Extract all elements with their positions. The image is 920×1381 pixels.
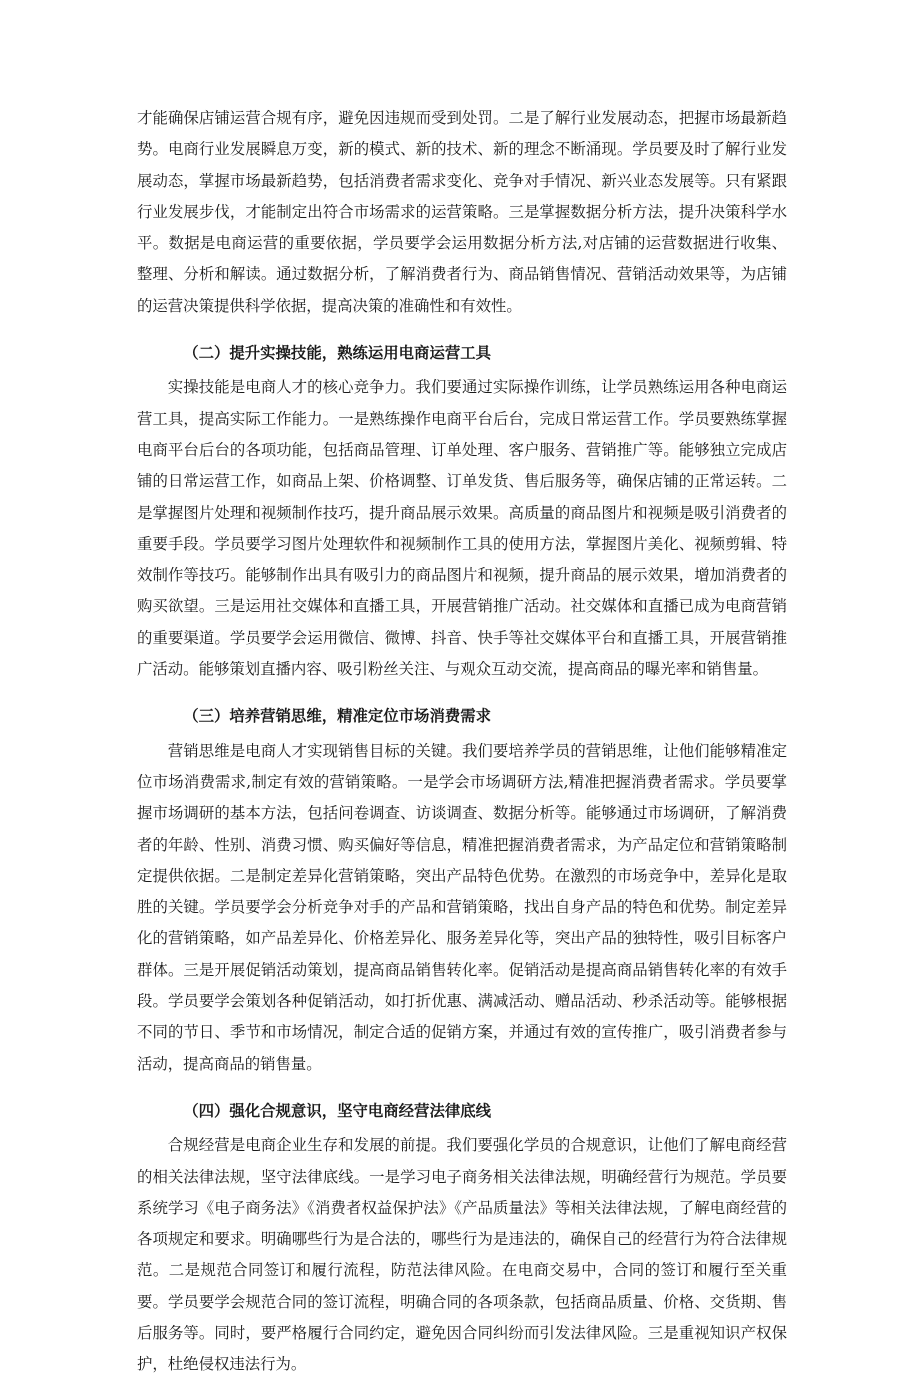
- section-heading-2: （二）提升实操技能，熟练运用电商运营工具: [183, 344, 492, 363]
- document-page: [137, 103, 787, 1381]
- intro-paragraph: 才能确保店铺运营合规有序，避免因违规而受到处罚。二是了解行业发展动态，把握市场最新趋势。电商行业发展瞬息万变，新的模式、新的技术、新的理念不断涌现。学员要及时了解行业发展动态，掌握市场最新趋势，包括消费者需求变化、竞争对手情况、新兴业态发展等。只有紧跟行业发展步伐，才能制定出符合市场需求的运营策略。三是掌握数据分析方法，提升决策科学水平。数据是电商运营的重要依据，学员要学会运用数据分析方法,对店铺的运营数据进行收集、整理、分析和解读。通过数据分析，了解消费者行为、商品销售情况、营销活动效果等，为店铺的运营决策提供科学依据，提高决策的准确性和有效性。: [137, 109, 787, 315]
- section-body-2: 实操技能是电商人才的核心竞争力。我们要通过实际操作训练，让学员熟练运用各种电商运营工具，提高实际工作能力。一是熟练操作电商平台后台，完成日常运营工作。学员要熟练掌握电商平台后台的各项功能，包括商品管理、订单处理、客户服务、营销推广等。能够独立完成店铺的日常运营工作，如商品上架、价格调整、订单发货、售后服务等，确保店铺的正常运转。二是掌握图片处理和视频制作技巧，提升商品展示效果。高质量的商品图片和视频是吸引消费者的重要手段。学员要学习图片处理软件和视频制作工具的使用方法，掌握图片美化、视频剪辑、特效制作等技巧。能够制作出具有吸引力的商品图片和视频，提升商品的展示效果，增加消费者的购买欲望。三是运用社交媒体和直播工具，开展营销推广活动。社交媒体和直播已成为电商营销的重要渠道。学员要学会运用微信、微博、抖音、快手等社交媒体平台和直播工具，开展营销推广活动。能够策划直播内容、吸引粉丝关注、与观众互动交流，提高商品的曝光率和销售量。: [137, 378, 787, 679]
- section-body-4: 合规经营是电商企业生存和发展的前提。我们要强化学员的合规意识，让他们了解电商经营的相关法律法规，坚守法律底线。一是学习电子商务相关法律法规，明确经营行为规范。学员要系统学习《电子商务法》《消费者权益保护法》《产品质量法》等相关法律法规，了解电商经营的各项规定和要求。明确哪些行为是合法的，哪些行为是违法的，确保自己的经营行为符合法律规范。二是规范合同签订和履行流程，防范法律风险。在电商交易中，合同的签订和履行至关重要。学员要学会规范合同的签订流程，明确合同的各项条款，包括商品质量、价格、交货期、售后服务等。同时，要严格履行合同约定，避免因合同纠纷而引发法律风险。三是重视知识产权保护，杜绝侵权违法行为。: [137, 1136, 787, 1374]
- section-body-3: 营销思维是电商人才实现销售目标的关键。我们要培养学员的营销思维，让他们能够精准定位市场消费需求,制定有效的营销策略。一是学会市场调研方法,精准把握消费者需求。学员要掌握市场调研的基本方法，包括问卷调查、访谈调查、数据分析等。能够通过市场调研，了解消费者的年龄、性别、消费习惯、购买偏好等信息，精准把握消费者需求，为产品定位和营销策略制定提供依据。二是制定差异化营销策略，突出产品特色优势。在激烈的市场竞争中，差异化是取胜的关键。学员要学会分析竞争对手的产品和营销策略，找出自身产品的特色和优势。制定差异化的营销策略，如产品差异化、价格差异化、服务差异化等，突出产品的独特性，吸引目标客户群体。三是开展促销活动策划，提高商品销售转化率。促销活动是提高商品销售转化率的有效手段。学员要学会策划各种促销活动，如打折优惠、满减活动、赠品活动、秒杀活动等。能够根据不同的节日、季节和市场情况，制定合适的促销方案，并通过有效的宣传推广，吸引消费者参与活动，提高商品的销售量。: [137, 741, 787, 1073]
- section-heading-4: （四）强化合规意识，坚守电商经营法律底线: [183, 1101, 492, 1120]
- section-heading-3: （三）培养营销思维，精准定位市场消费需求: [183, 707, 492, 726]
